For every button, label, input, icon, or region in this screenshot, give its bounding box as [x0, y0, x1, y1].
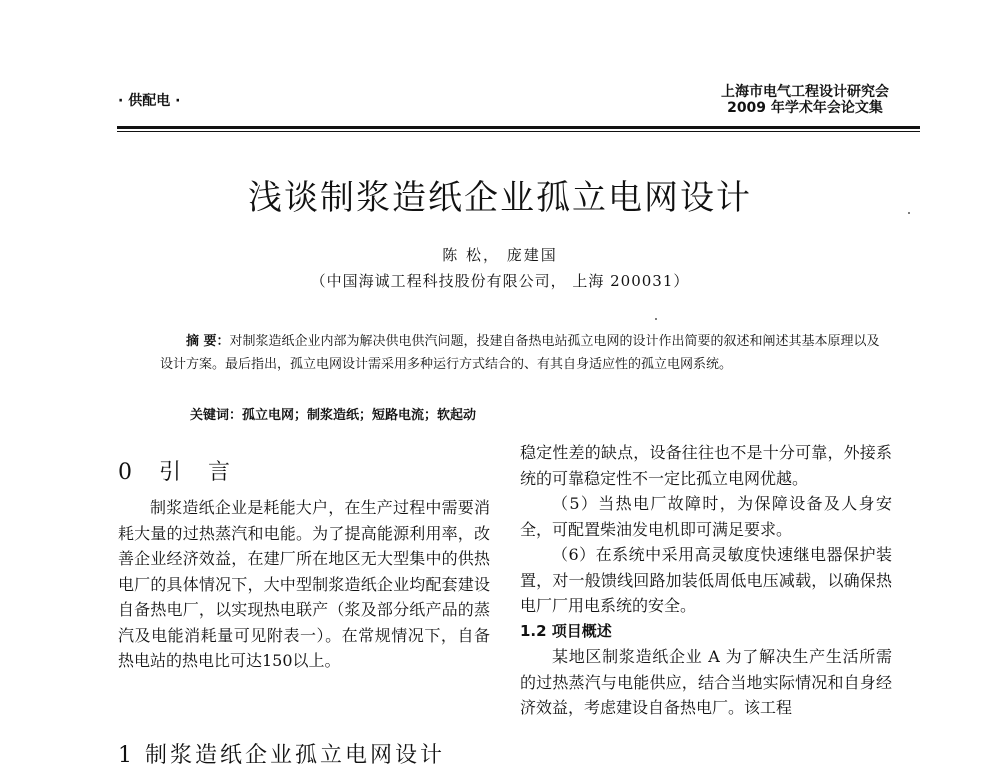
journal-line-1: 上海市电气工程设计研究会	[721, 84, 889, 100]
intro-paragraph: 制浆造纸企业是耗能大户，在生产过程中需要消耗大量的过热蒸汽和电能。为了提高能源利用率，改善企业经济效益，在建厂所在地区无大型集中的供热电厂的具体情况下，大中型制浆造纸企业均配套建设自备热电厂，以实现热电联产（浆及部分纸产品的蒸汽及电能消耗量可见附表一）。在常规情况下，自备热电站的热电比可达150以上。	[118, 498, 490, 670]
journal-line-2: 2009 年学术年会论文集	[727, 100, 883, 116]
continued-paragraph: 稳定性差的缺点，设备往往也不是十分可靠，外接系统的可靠稳定性不一定比孤立电网优越。	[520, 443, 892, 488]
scan-speck	[908, 212, 910, 214]
scan-speck	[655, 318, 657, 320]
paper-title: 浅谈制浆造纸企业孤立电网设计	[248, 178, 752, 218]
keywords-label: 关键词：	[190, 408, 243, 423]
paper-affiliation: （中国海诚工程科技股份有限公司， 上海 200031）	[310, 272, 690, 290]
journal-info	[690, 84, 920, 116]
left-column	[118, 495, 490, 674]
subsection-heading-1-2: 1.2 项目概述	[520, 621, 612, 640]
header-rule-thin	[117, 131, 920, 132]
keywords	[190, 404, 880, 423]
section-heading-1: 1 制浆造纸企业孤立电网设计	[118, 743, 445, 768]
abstract-text: 对制浆造纸企业内部为解决供电供汽问题，投建自备热电站孤立电网的设计作出简要的叙述和阐述其基本原理以及设计方案。最后指出，孤立电网设计需采用多种运行方式结合的、有其自身适应性的孤立电网系统。	[160, 334, 880, 372]
header-rule-thick	[117, 126, 920, 129]
abstract	[160, 330, 880, 376]
item-5-paragraph: （5）当热电厂故障时，为保障设备及人身安全，可配置柴油发电机即可满足要求。	[520, 494, 892, 539]
paper-authors: 陈 松， 庞建国	[442, 246, 558, 264]
section-tag: · 供配电 ·	[118, 93, 181, 109]
abstract-label: 摘 要：	[186, 334, 230, 349]
item-6-paragraph: （6）在系统中采用高灵敏度快速继电器保护装置，对一般馈线回路加装低周低电压减载，以确保热电厂厂用电系统的安全。	[520, 545, 892, 615]
keywords-text: 孤立电网；制浆造纸；短路电流；软起动	[242, 408, 477, 423]
right-column	[520, 440, 892, 721]
project-overview-paragraph: 某地区制浆造纸企业 A 为了解决生产生活所需的过热蒸汽与电能供应，结合当地实际情况和自身经济效益，考虑建设自备热电厂。该工程	[520, 647, 892, 717]
section-heading-introduction: 0 引 言	[118, 460, 240, 485]
